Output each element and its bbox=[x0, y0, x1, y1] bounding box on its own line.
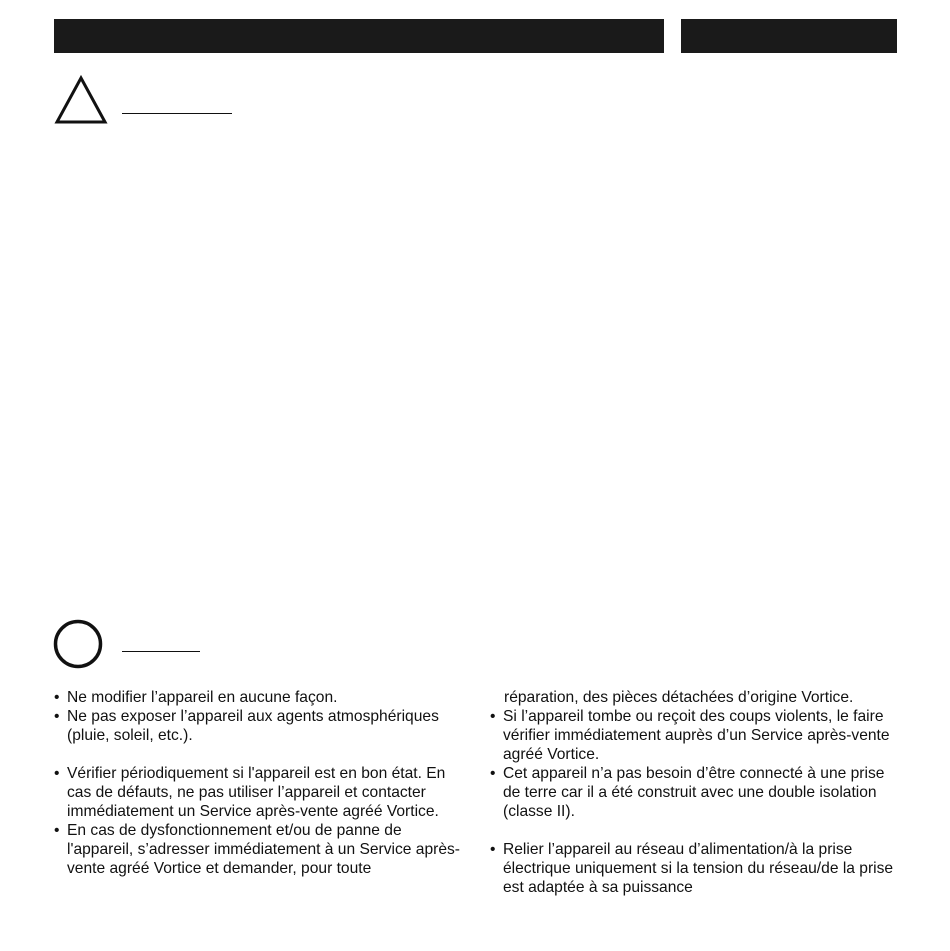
list-item-text: Vérifier périodiquement si l'appareil est en bon état. En cas de défauts, ne pas utiliser l’appareil et contacter immédiatement un Service après-vente agréé Vortice. bbox=[67, 765, 446, 820]
list-item bbox=[54, 707, 464, 745]
list-item bbox=[54, 688, 464, 707]
bullet: • bbox=[54, 822, 60, 839]
circle-icon bbox=[53, 619, 103, 669]
warning-triangle-icon bbox=[54, 75, 108, 125]
warning-heading-rule bbox=[122, 113, 232, 114]
list-item bbox=[490, 840, 895, 897]
header-bar-right bbox=[681, 19, 897, 53]
list-item-text: Relier l’appareil au réseau d’alimentation/à la prise électrique uniquement si la tension du réseau/de la prise est adaptée à sa puissance bbox=[503, 841, 894, 896]
list-item bbox=[54, 764, 464, 821]
list-item bbox=[54, 821, 464, 878]
bullet: • bbox=[54, 765, 60, 782]
right-column bbox=[490, 688, 895, 897]
bullet: • bbox=[490, 765, 496, 782]
header-bar-left bbox=[54, 19, 664, 53]
bullet: • bbox=[54, 689, 60, 706]
bullet: • bbox=[490, 708, 496, 725]
bullet: • bbox=[490, 841, 496, 858]
list-item-text: En cas de dysfonctionnement et/ou de panne de l'appareil, s’adresser immédiatement à un Service après-vente agréé Vortice et demander, pour toute bbox=[67, 822, 460, 877]
list-item-text: Cet appareil n’a pas besoin d’être connecté à une prise de terre car il a été construit avec une double isolation (classe II). bbox=[503, 765, 885, 820]
continued-text: réparation, des pièces détachées d’origine Vortice. bbox=[504, 689, 854, 706]
list-item-text: Ne modifier l’appareil en aucune façon. bbox=[67, 689, 338, 706]
notice-heading-rule bbox=[122, 651, 200, 652]
list-item-text: Si l’appareil tombe ou reçoit des coups violents, le faire vérifier immédiatement auprès d’un Service après-vente agréé Vortice. bbox=[503, 708, 890, 763]
left-column bbox=[54, 688, 464, 878]
list-item bbox=[490, 707, 895, 764]
bullet: • bbox=[54, 708, 60, 725]
list-item-text: Ne pas exposer l’appareil aux agents atmosphériques (pluie, soleil, etc.). bbox=[67, 708, 439, 744]
list-item bbox=[490, 764, 895, 821]
